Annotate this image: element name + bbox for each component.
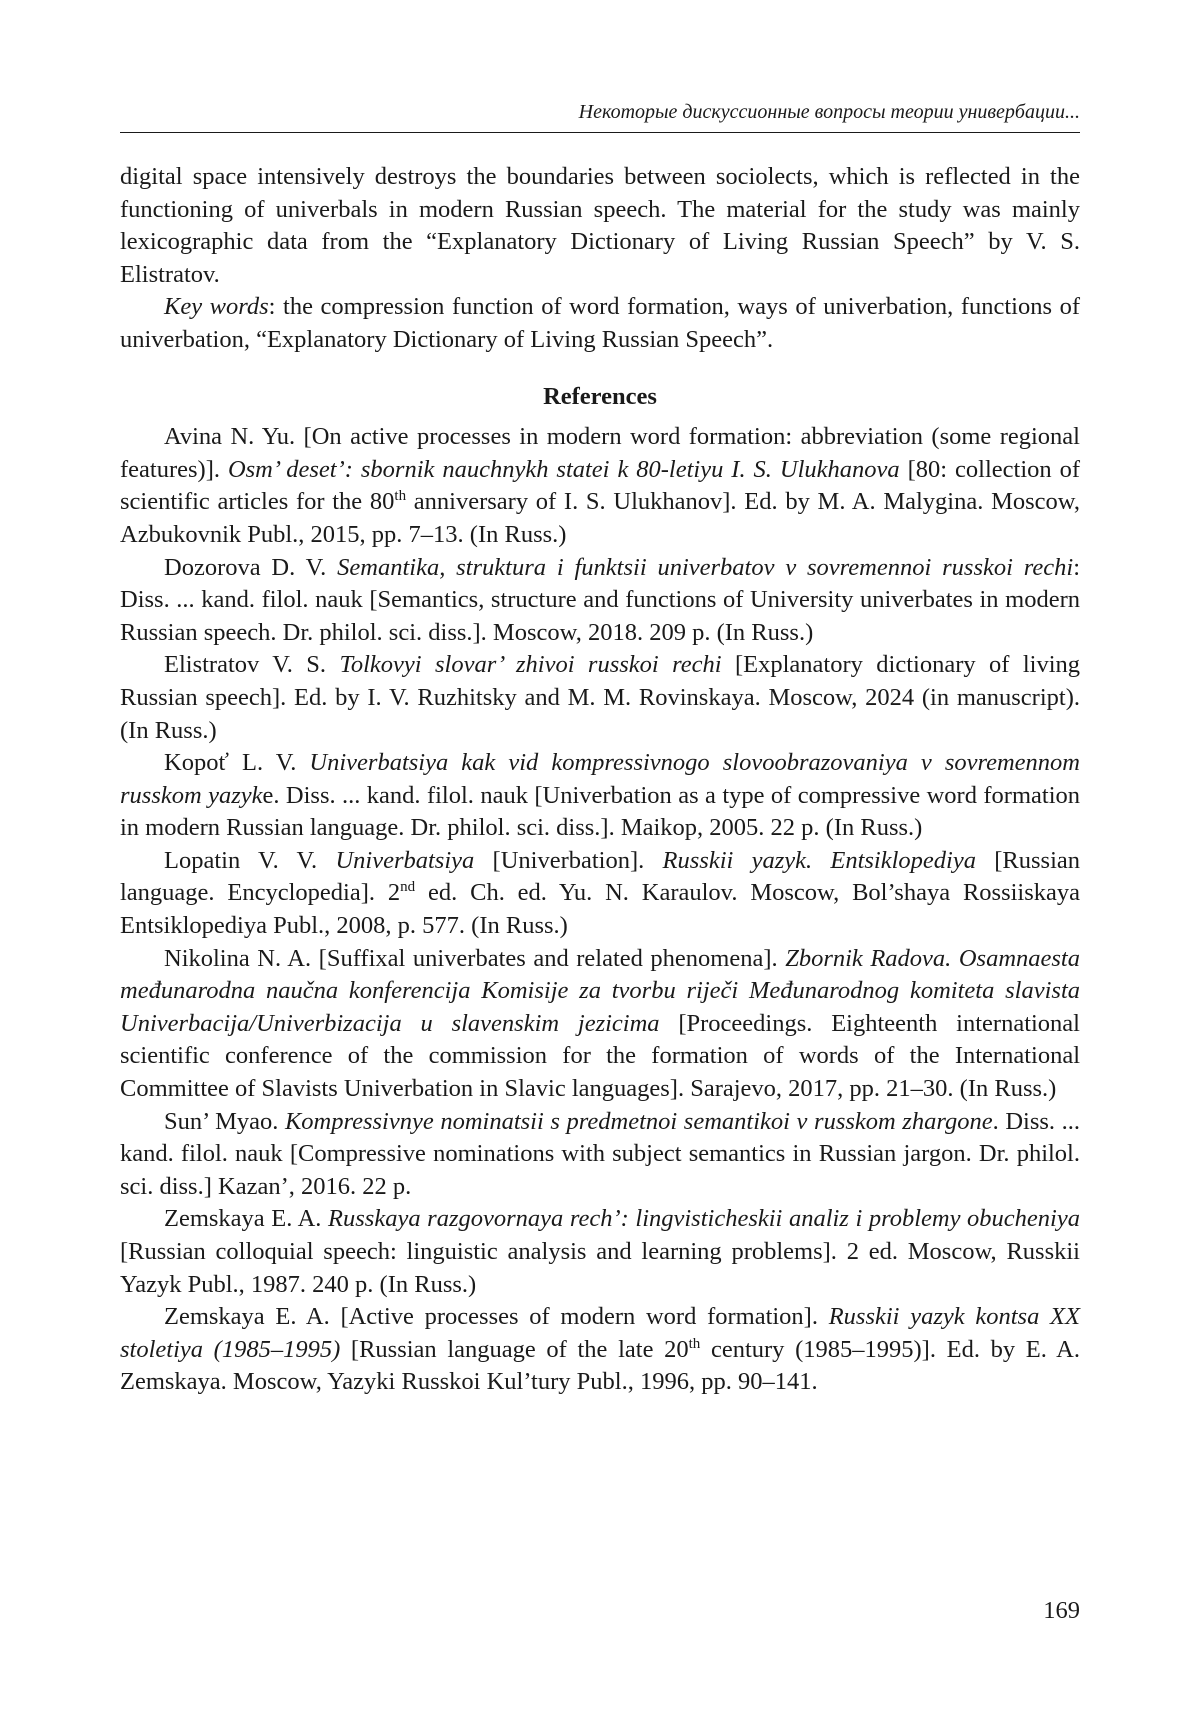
reference-item-avina [120, 421, 1080, 551]
keywords-label: Key words [164, 293, 269, 321]
reference-item-zemskaya-1996 [120, 1301, 1080, 1399]
reference-text: Nikolina N. A. [Suffixal univerbates and related phenomena]. [164, 944, 786, 972]
reference-text: . Diss. ... kand. filol. nauk [Compressive nominations with subject semantics in Russian jargon. Dr. philol. sci. diss.] Kazan’, 2016. 22 p. [120, 1107, 1080, 1200]
reference-text: Kopoť L. V. [164, 749, 310, 777]
reference-item-lopatin [120, 845, 1080, 943]
ordinal-superscript: nd [400, 879, 416, 896]
reference-text: Zemskaya E. A. [164, 1205, 329, 1233]
references-heading: References [543, 382, 657, 410]
reference-text: Dozorova D. V. [164, 553, 338, 581]
reference-text: [Russian colloquial speech: linguistic analysis and learning problems]. 2 ed. Moscow, Russkii Yazyk Publ., 1987. 240 p. (In Russ.) [120, 1238, 1080, 1298]
running-head-text: Некоторые дискуссионные вопросы теории универбации... [578, 101, 1080, 123]
running-head [120, 98, 1080, 133]
keywords-text: : the compression function of word formation, ways of univerbation, functions of univerbation, “Explanatory Dictionary of Living Russian Speech”. [120, 293, 1080, 353]
reference-text: Elistratov V. S. [164, 651, 340, 679]
ordinal-superscript: th [688, 1335, 701, 1352]
reference-item-sun-myao [120, 1106, 1080, 1204]
reference-item-zemskaya-1987 [120, 1203, 1080, 1301]
reference-text: [Russian language of the late 20 [340, 1335, 689, 1363]
reference-title: Zbornik Radova. Osamnaesta međunarodna naučna konferencija Komisije za tvorbu riječi Međunarodnog komiteta slavista Univerbacija/Univerbizacija u slavenskim jezicima [120, 944, 1080, 1037]
reference-item-dozorova [120, 552, 1080, 650]
reference-text: Sun’ Myao. [164, 1107, 285, 1135]
reference-text: : Diss. ... kand. filol. nauk [Semantics, structure and functions of University univerbates in modern Russian speech. Dr. philol. sci. diss.]. Moscow, 2018. 209 p. (In Russ.) [120, 553, 1081, 646]
page-content [120, 161, 1080, 1399]
reference-item-elistratov [120, 649, 1080, 747]
reference-text: [Proceedings. Eighteenth international scientific conference of the commission for the formation of words of the International Committee of Slavists Univerbation in Slavic languages]. Sarajevo, 2017, pp. 21–30. (In Russ.) [120, 1009, 1080, 1103]
reference-text: [Explanatory dictionary of living Russian speech]. Ed. by I. V. Ruzhitsky and M. M. Rovinskaya. Moscow, 2024 (in manuscript). (In Russ.) [120, 651, 1081, 744]
reference-title: Tolkovyi slovar’ zhivoi russkoi rechi [339, 651, 722, 679]
reference-title: Univerbatsiya [335, 846, 475, 874]
ordinal-superscript: th [394, 488, 407, 505]
reference-text: [80: collection of scientific articles for the 80 [120, 455, 1080, 516]
reference-item-kopot [120, 747, 1080, 845]
abstract-continuation: digital space intensively destroys the boundaries between sociolects, which is reflected in the functioning of univerbals in modern Russian speech. The material for the study was mainly lexicographic data from the “Explanatory Dictionary of Living Russian Speech” by V. S. Elistratov. [120, 163, 1080, 288]
reference-title: Osm’ deset’: sbornik nauchnykh statei k 80-letiyu I. S. Ulukhanova [227, 455, 900, 483]
reference-title: Kompressivnye nominatsii s predmetnoi semantikoi v russkom zhargone [284, 1107, 993, 1135]
reference-text: century (1985–1995)]. Ed. by E. A. Zemskaya. Moscow, Yazyki Russkoi Kul’tury Publ., 1996, pp. 90–141. [120, 1335, 1080, 1396]
reference-text: Zemskaya E. A. [Active processes of modern word formation]. [164, 1303, 829, 1331]
keywords-paragraph [120, 291, 1080, 356]
reference-text: e. Diss. ... kand. filol. nauk [Univerbation as a type of compressive word formation in modern Russian language. Dr. philol. sci. diss.]. Maikop, 2005. 22 p. (In Russ.) [120, 781, 1080, 842]
reference-text: [Univerbation]. [474, 846, 663, 874]
reference-title: Russkii yazyk. Entsiklopediya [662, 846, 976, 874]
reference-title: Univerbatsiya kak vid kompressivnogo slovoobrazovaniya v sovremennom russkom yazyk [120, 749, 1081, 809]
reference-text: [Russian language. Encyclopedia]. 2 [120, 846, 1081, 907]
reference-text: anniversary of I. S. Ulukhanov]. Ed. by M. A. Malygina. Moscow, Azbukovnik Publ., 2015, pp. 7–13. (In Russ.) [120, 488, 1081, 548]
page-number: 169 [1043, 1597, 1080, 1624]
reference-text: Avina N. Yu. [On active processes in modern word formation: abbreviation (some regional features)]. [120, 423, 1080, 483]
reference-text: ed. Ch. ed. Yu. N. Karaulov. Moscow, Bol’shaya Rossiiskaya Entsiklopediya Publ., 2008, p. 577. (In Russ.) [120, 879, 1080, 940]
reference-text: Lopatin V. V. [164, 846, 336, 874]
reference-title: Semantika, struktura i funktsii univerbatov v sovremennoi russkoi rechi [337, 553, 1074, 581]
reference-item-nikolina [120, 943, 1080, 1106]
reference-title: Russkaya razgovornaya rech’: lingvisticheskii analiz i problemy obucheniya [328, 1205, 1080, 1233]
reference-title: Russkii yazyk kontsa XX stoletiya (1985–1995) [120, 1303, 1080, 1363]
